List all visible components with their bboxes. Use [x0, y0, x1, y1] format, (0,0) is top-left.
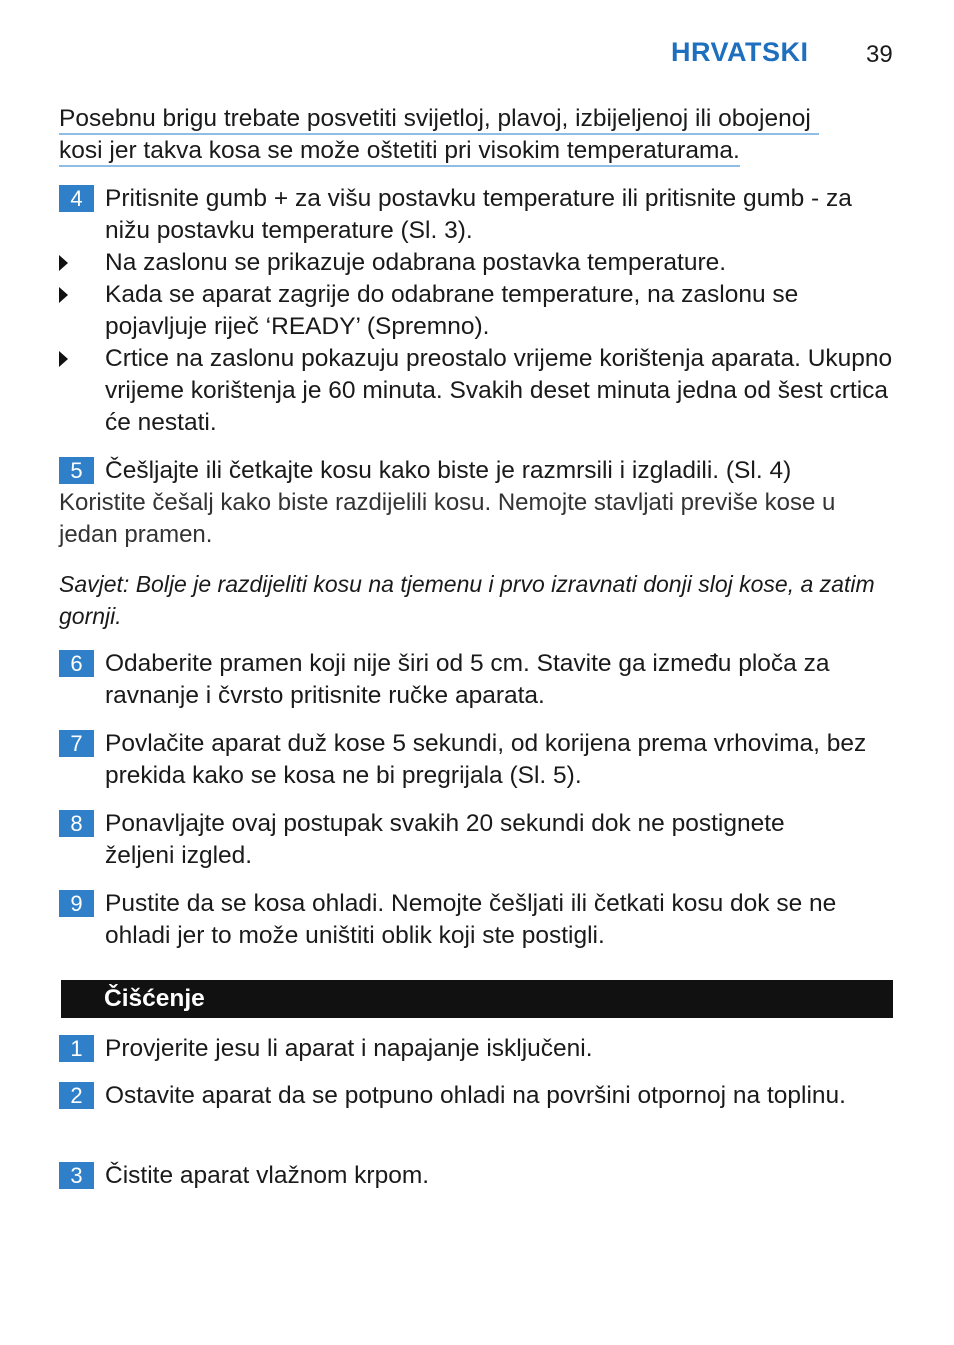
step-8 [59, 808, 859, 872]
bullet-item [59, 343, 899, 439]
section-title: Čišćenje [104, 985, 205, 1012]
cleaning-step-2-block [59, 1080, 859, 1112]
step-number-badge: 5 [59, 457, 94, 484]
cleaning-step-3-block [59, 1160, 899, 1192]
warning-line-1: Posebnu brigu trebate posvetiti svijetloj, plavoj, izbijeljenoj ili obojenoj [59, 105, 819, 135]
step-4-block [59, 183, 899, 439]
bullet-text: Na zaslonu se prikazuje odabrana postavka temperature. [105, 249, 727, 276]
step-text: Provjerite jesu li aparat i napajanje isključeni. [105, 1035, 593, 1062]
step-5-block [59, 455, 889, 551]
cleaning-step-2 [59, 1080, 859, 1112]
step-5 [59, 455, 889, 487]
step-text: Povlačite aparat duž kose 5 sekundi, od korijena prema vrhovima, bez prekida kako se kosa ne bi pregrijala (Sl. 5). [105, 730, 867, 789]
step-9-block [59, 888, 899, 952]
step-8-block [59, 808, 859, 872]
warning-line-2: kosi jer takva kosa se može oštetiti pri visokim temperaturama. [59, 137, 740, 167]
step-number-badge: 6 [59, 650, 94, 677]
step-text: Češljajte ili četkajte kosu kako biste je razmrsili i izgladili. (Sl. 4) [105, 457, 792, 484]
step-text: Pustite da se kosa ohladi. Nemojte češljati ili četkati kosu dok se ne ohladi jer to može uništiti oblik koji ste postigli. [105, 890, 837, 949]
step-text: Pritisnite gumb + za višu postavku temperature ili pritisnite gumb - za nižu postavku temperature (Sl. 3). [105, 185, 852, 244]
step-number-badge: 3 [59, 1162, 94, 1189]
step-6-block [59, 648, 899, 712]
cleaning-step-1 [59, 1033, 899, 1065]
step-number-badge: 7 [59, 730, 94, 757]
bullet-arrow-icon [59, 255, 68, 271]
bullet-arrow-icon [59, 287, 68, 303]
bullet-item [59, 279, 899, 343]
cleaning-step-1-block [59, 1033, 899, 1065]
step-text: Ostavite aparat da se potpuno ohladi na površini otpornoj na toplinu. [105, 1082, 846, 1109]
bullet-text: Crtice na zaslonu pokazuju preostalo vrijeme korištenja aparata. Ukupno vrijeme korištenja je 60 minuta. Svakih deset minuta jedna od šest crtica će nestati. [105, 345, 893, 436]
step-text: Čistite aparat vlažnom krpom. [105, 1162, 430, 1189]
page-number: 39 [866, 41, 893, 68]
step-7 [59, 728, 899, 792]
step-number-badge: 2 [59, 1082, 94, 1109]
step-6 [59, 648, 899, 712]
warning-note [59, 103, 819, 167]
section-header-bar [61, 980, 893, 1018]
bullet-item [59, 247, 899, 279]
step-7-block [59, 728, 899, 792]
step-9 [59, 888, 899, 952]
bullet-arrow-icon [59, 351, 68, 367]
step-4 [59, 183, 899, 247]
step-number-badge: 4 [59, 185, 94, 212]
bullet-text: Kada se aparat zagrije do odabrane temperature, na zaslonu se pojavljuje riječ ‘READY’ (Spremno). [105, 281, 799, 340]
step-number-badge: 9 [59, 890, 94, 917]
tip-text: Savjet: Bolje je razdijeliti kosu na tjemenu i prvo izravnati donji sloj kose, a zatim gornji. [59, 571, 875, 629]
cleaning-step-3 [59, 1160, 899, 1192]
step-number-badge: 8 [59, 810, 94, 837]
step-number-badge: 1 [59, 1035, 94, 1062]
language-header: HRVATSKI [671, 37, 809, 67]
step-text: Ponavljajte ovaj postupak svakih 20 sekundi dok ne postignete željeni izgled. [105, 810, 785, 869]
step-5-note: Koristite češalj kako biste razdijelili kosu. Nemojte stavljati previše kose u jedan pramen. [59, 489, 836, 548]
step-text: Odaberite pramen koji nije širi od 5 cm. Stavite ga između ploča za ravnanje i čvrsto pritisnite ručke aparata. [105, 650, 830, 709]
